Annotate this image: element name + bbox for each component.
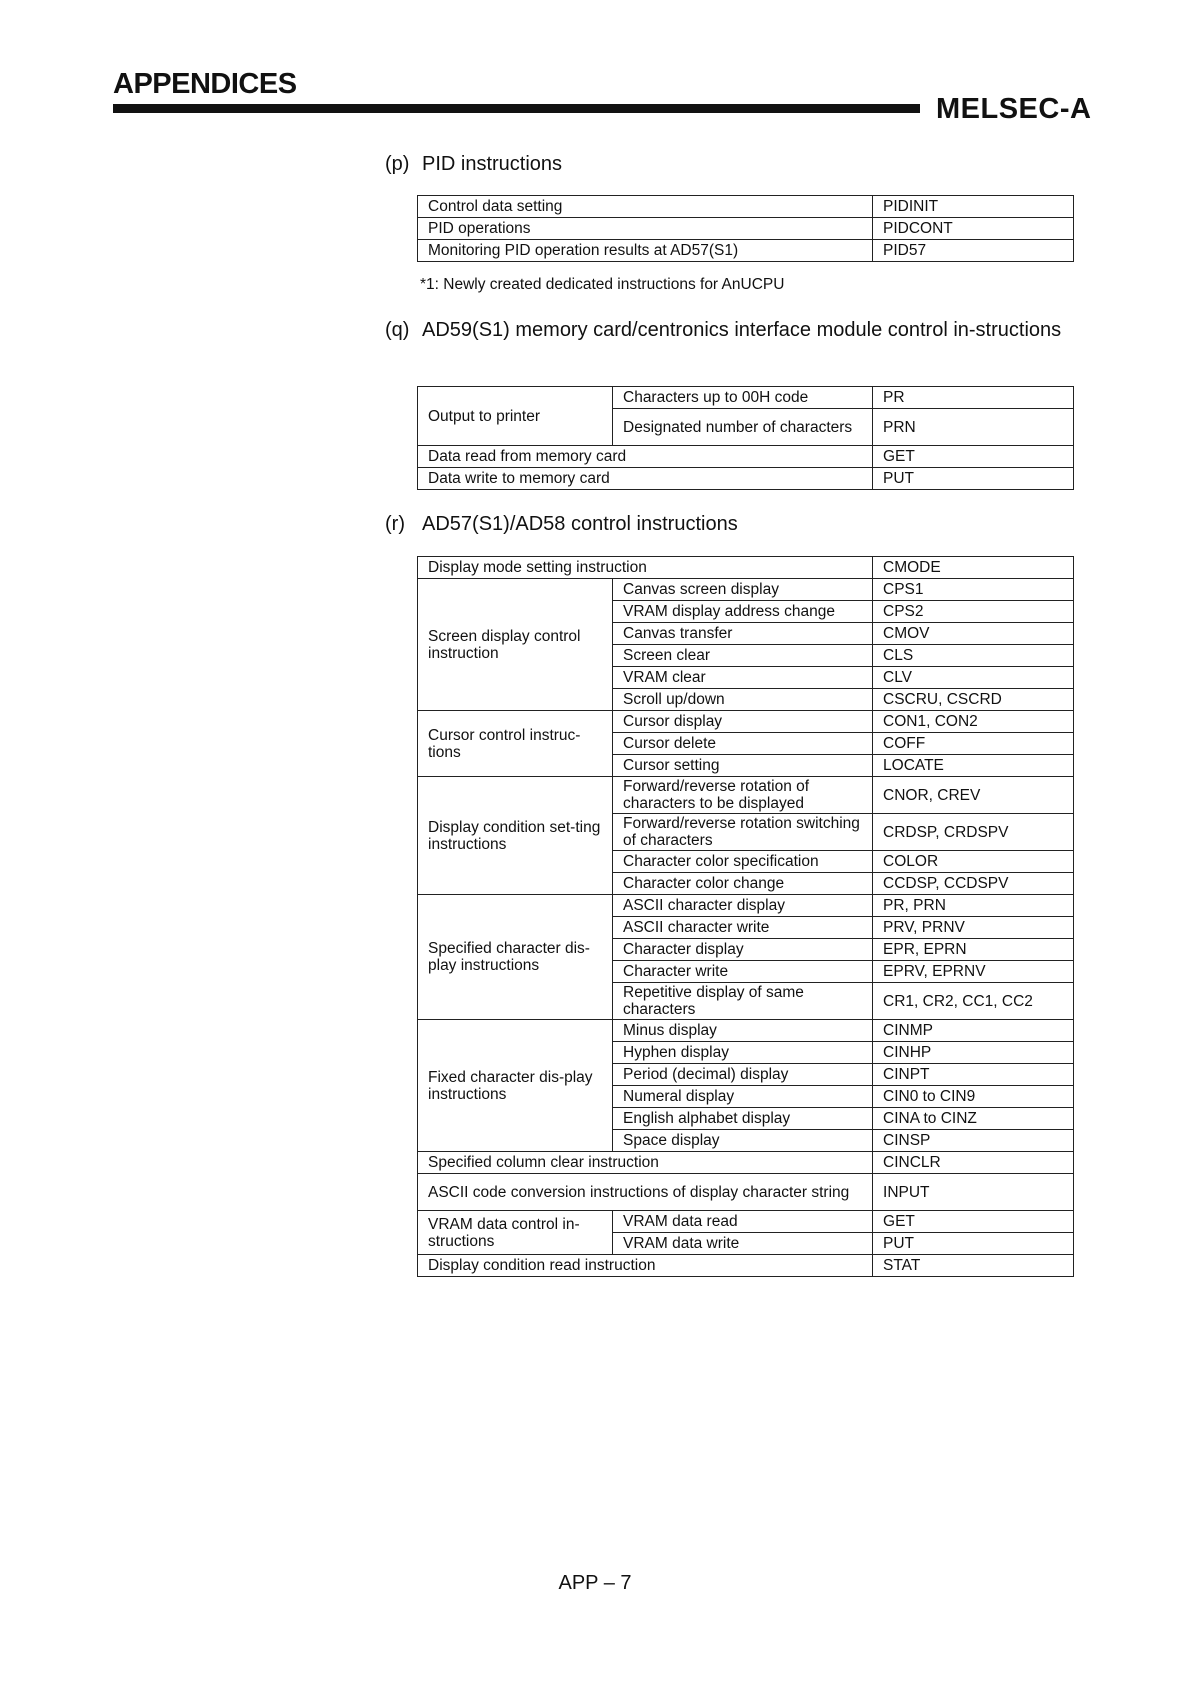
- section-title: PID instructions: [422, 153, 563, 175]
- instruction-desc: Data write to memory card: [418, 468, 873, 490]
- instruction-code: CMODE: [873, 557, 1074, 579]
- instruction-code: EPRV, EPRNV: [873, 961, 1074, 983]
- table-row: [418, 777, 1074, 814]
- instruction-code: PR: [873, 387, 1074, 409]
- instruction-desc: VRAM data read: [613, 1211, 873, 1233]
- instruction-code: CPS2: [873, 601, 1074, 623]
- group-label: Screen display control instruction: [418, 579, 613, 711]
- instruction-code: COLOR: [873, 851, 1074, 873]
- table-row: [418, 1174, 1074, 1211]
- instruction-code: CRDSP, CRDSPV: [873, 814, 1074, 851]
- instruction-code: CINPT: [873, 1064, 1074, 1086]
- instruction-code: PIDINIT: [873, 196, 1074, 218]
- table-row: [418, 240, 1074, 262]
- table-row: [418, 1255, 1074, 1277]
- instruction-code: PRN: [873, 409, 1074, 446]
- instruction-code: CMOV: [873, 623, 1074, 645]
- instruction-code: EPR, EPRN: [873, 939, 1074, 961]
- ad57-table: [417, 556, 1074, 1277]
- table-row: [418, 218, 1074, 240]
- table-row: [418, 579, 1074, 601]
- instruction-desc: Space display: [613, 1130, 873, 1152]
- table-row: [418, 1020, 1074, 1042]
- instruction-code: CNOR, CREV: [873, 777, 1074, 814]
- instruction-desc: Canvas transfer: [613, 623, 873, 645]
- instruction-desc: Forward/reverse rotation switching of characters: [613, 814, 873, 851]
- table-row: [418, 557, 1074, 579]
- instruction-desc: VRAM display address change: [613, 601, 873, 623]
- header-appendices: APPENDICES: [113, 68, 297, 100]
- instruction-code: PR, PRN: [873, 895, 1074, 917]
- instruction-desc: Scroll up/down: [613, 689, 873, 711]
- instruction-desc: PID operations: [418, 218, 873, 240]
- instruction-desc: Screen clear: [613, 645, 873, 667]
- group-label: Display condition set-ting instructions: [418, 777, 613, 895]
- table-row: [418, 711, 1074, 733]
- instruction-code: CINCLR: [873, 1152, 1074, 1174]
- instruction-desc: VRAM data write: [613, 1233, 873, 1255]
- group-label: VRAM data control in-structions: [418, 1211, 613, 1255]
- instruction-code: CINHP: [873, 1042, 1074, 1064]
- table-row: [418, 1152, 1074, 1174]
- instruction-desc: Minus display: [613, 1020, 873, 1042]
- group-label: Output to printer: [418, 387, 613, 446]
- instruction-code: CIN0 to CIN9: [873, 1086, 1074, 1108]
- instruction-desc: Character write: [613, 961, 873, 983]
- instruction-code: GET: [873, 446, 1074, 468]
- instruction-code: CPS1: [873, 579, 1074, 601]
- instruction-code: PID57: [873, 240, 1074, 262]
- instruction-code: CINSP: [873, 1130, 1074, 1152]
- instruction-code: PUT: [873, 468, 1074, 490]
- table-row: [418, 468, 1074, 490]
- instruction-code: PUT: [873, 1233, 1074, 1255]
- instruction-desc: Character color change: [613, 873, 873, 895]
- group-label: Cursor control instruc-tions: [418, 711, 613, 777]
- instruction-desc: ASCII character display: [613, 895, 873, 917]
- table-row: [418, 1211, 1074, 1233]
- instruction-code: CINA to CINZ: [873, 1108, 1074, 1130]
- section-q-heading: [385, 318, 1062, 342]
- instruction-desc: Control data setting: [418, 196, 873, 218]
- instruction-code: CINMP: [873, 1020, 1074, 1042]
- instruction-code: PRV, PRNV: [873, 917, 1074, 939]
- instruction-desc: Data read from memory card: [418, 446, 873, 468]
- instruction-desc: Canvas screen display: [613, 579, 873, 601]
- instruction-desc: Display condition read instruction: [418, 1255, 873, 1277]
- instruction-desc: Characters up to 00H code: [613, 387, 873, 409]
- instruction-desc: Specified column clear instruction: [418, 1152, 873, 1174]
- instruction-desc: English alphabet display: [613, 1108, 873, 1130]
- instruction-desc: Cursor delete: [613, 733, 873, 755]
- section-title: AD57(S1)/AD58 control instructions: [422, 513, 738, 535]
- instruction-code: CSCRU, CSCRD: [873, 689, 1074, 711]
- instruction-desc: Display mode setting instruction: [418, 557, 873, 579]
- table-row: [418, 446, 1074, 468]
- section-p-heading: [385, 152, 1062, 176]
- table-row: [418, 196, 1074, 218]
- instruction-code: COFF: [873, 733, 1074, 755]
- instruction-code: INPUT: [873, 1174, 1074, 1211]
- table-row: [418, 387, 1074, 409]
- footnote: *1: Newly created dedicated instructions for AnUCPU: [420, 276, 785, 293]
- group-label: Specified character dis-play instructions: [418, 895, 613, 1020]
- ad59-table: [417, 386, 1074, 490]
- instruction-code: CR1, CR2, CC1, CC2: [873, 983, 1074, 1020]
- instruction-code: GET: [873, 1211, 1074, 1233]
- instruction-code: CLV: [873, 667, 1074, 689]
- instruction-code: CON1, CON2: [873, 711, 1074, 733]
- pid-table: [417, 195, 1074, 262]
- instruction-desc: Period (decimal) display: [613, 1064, 873, 1086]
- instruction-desc: Hyphen display: [613, 1042, 873, 1064]
- section-label: (r): [385, 513, 405, 535]
- instruction-desc: Forward/reverse rotation of characters to be displayed: [613, 777, 873, 814]
- header-product: MELSEC-A: [936, 93, 1092, 125]
- instruction-desc: Repetitive display of same characters: [613, 983, 873, 1020]
- instruction-desc: ASCII character write: [613, 917, 873, 939]
- group-label: Fixed character dis-play instructions: [418, 1020, 613, 1152]
- instruction-desc: Character display: [613, 939, 873, 961]
- instruction-desc: Numeral display: [613, 1086, 873, 1108]
- section-title: AD59(S1) memory card/centronics interface module control in-structions: [422, 319, 1062, 341]
- page-number: APP – 7: [558, 1572, 632, 1594]
- instruction-desc: Cursor setting: [613, 755, 873, 777]
- section-label: (p): [385, 153, 410, 175]
- instruction-code: CLS: [873, 645, 1074, 667]
- instruction-code: PIDCONT: [873, 218, 1074, 240]
- section-r-heading: [385, 512, 1062, 536]
- instruction-code: CCDSP, CCDSPV: [873, 873, 1074, 895]
- instruction-desc: Designated number of characters: [613, 409, 873, 446]
- instruction-desc: Cursor display: [613, 711, 873, 733]
- instruction-code: LOCATE: [873, 755, 1074, 777]
- section-label: (q): [385, 319, 410, 341]
- instruction-desc: Character color specification: [613, 851, 873, 873]
- instruction-code: STAT: [873, 1255, 1074, 1277]
- header-rule: [113, 104, 920, 113]
- table-row: [418, 895, 1074, 917]
- instruction-desc: ASCII code conversion instructions of display character string: [418, 1174, 873, 1211]
- instruction-desc: Monitoring PID operation results at AD57(S1): [418, 240, 873, 262]
- instruction-desc: VRAM clear: [613, 667, 873, 689]
